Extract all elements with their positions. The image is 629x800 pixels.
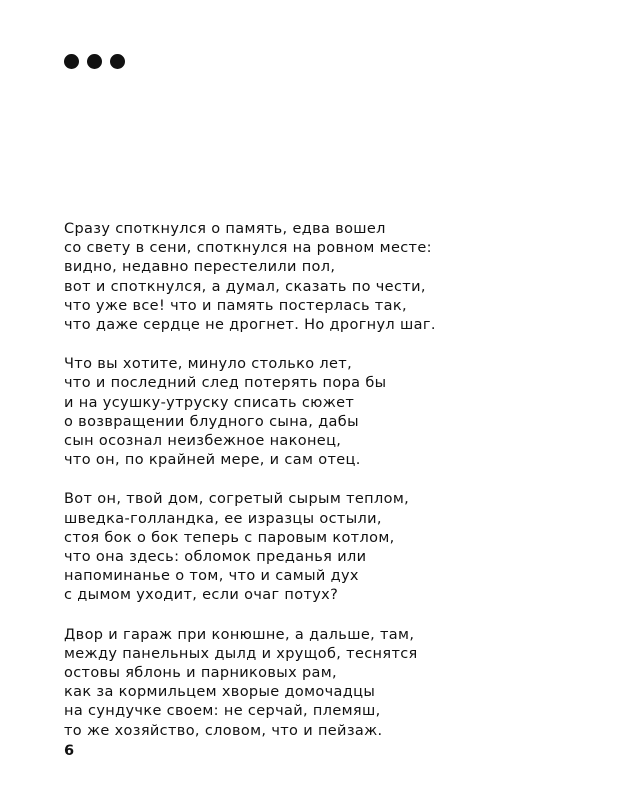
poem-line: между панельных дылд и хрущоб, теснятся [64, 645, 418, 662]
poem-line: видно, недавно перестелили пол, [64, 259, 336, 276]
poem-line: с дымом уходит, если очаг потух? [64, 587, 339, 604]
poem-line: как за кормильцем хворые домочадцы [64, 684, 376, 701]
poem-line: и на усушку-утруску списать сюжет [64, 394, 355, 411]
three-dots-icon [64, 54, 125, 69]
poem-line: со свету в сени, споткнулся на ровном месте: [64, 240, 432, 257]
poem-line: стоя бок о бок теперь с паровым котлом, [64, 529, 395, 546]
poem-line: о возвращении блудного сына, дабы [64, 413, 359, 430]
poem-line: остовы яблонь и парниковых рам, [64, 665, 338, 682]
poem-line: что он, по крайней мере, и сам отец. [64, 452, 361, 469]
poem-line: вот и споткнулся, а думал, сказать по чести, [64, 278, 426, 295]
poem-line: сын осознал неизбежное наконец, [64, 433, 342, 450]
dot-icon [64, 54, 79, 69]
poem-line: что она здесь: обломок преданья или [64, 549, 367, 566]
poem-line: то же хозяйство, словом, что и пейзаж. [64, 722, 383, 739]
poem-line: что уже все! что и память постерлась так, [64, 297, 407, 314]
dot-icon [110, 54, 125, 69]
stanza-2 [64, 355, 564, 470]
poem-line: напоминанье о том, что и самый дух [64, 568, 359, 585]
poem-line: шведка-голландка, ее изразцы остыли, [64, 510, 382, 527]
poem-line: Двор и гараж при конюшне, а дальше, там, [64, 626, 415, 643]
poem-line: Вот он, твой дом, согретый сырым теплом, [64, 491, 410, 508]
poem-line: Сразу споткнулся о память, едва вошел [64, 221, 386, 237]
poem-line: Что вы хотите, минуло столько лет, [64, 356, 353, 373]
poem-body [64, 220, 564, 761]
poem-line: что и последний след потерять пора бы [64, 375, 387, 392]
stanza-1 [64, 220, 564, 335]
poem-line: на сундучке своем: не серчай, племяш, [64, 703, 381, 720]
dot-icon [87, 54, 102, 69]
page-number: 6 [64, 743, 75, 759]
stanza-4 [64, 626, 564, 741]
poem-line: что даже сердце не дрогнет. Но дрогнул шаг. [64, 317, 436, 334]
stanza-3 [64, 490, 564, 605]
